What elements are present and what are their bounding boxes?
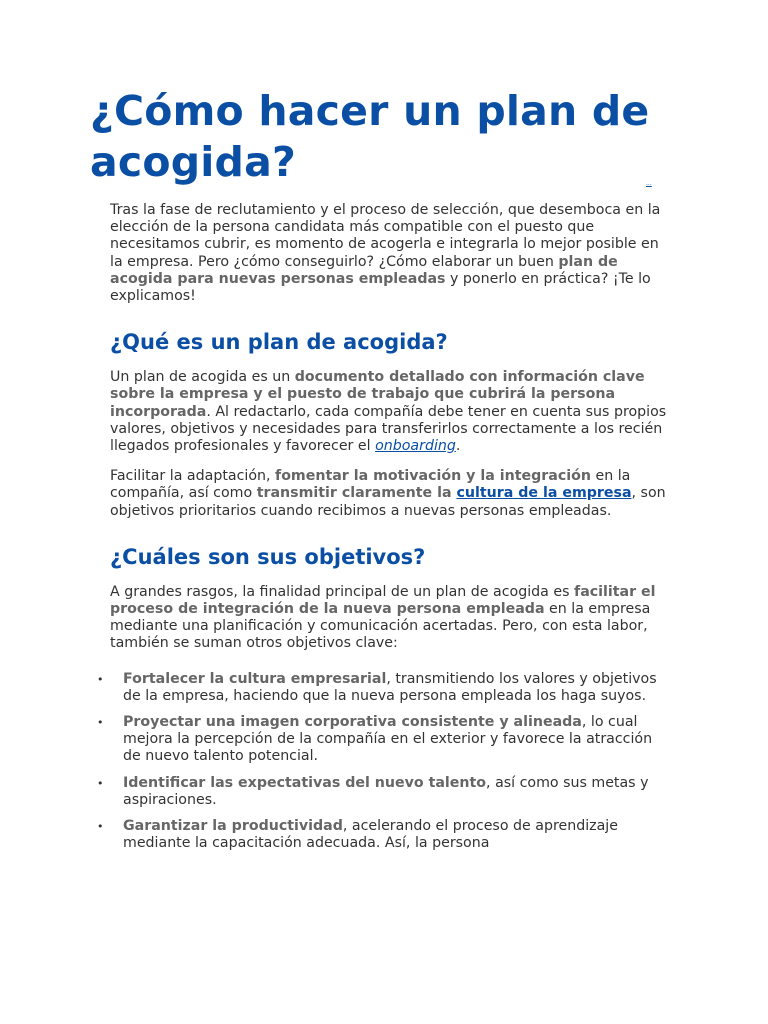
bullet-icon: • — [97, 716, 104, 730]
bullet-icon: • — [97, 672, 104, 686]
onboarding-link[interactable]: onboarding — [375, 438, 456, 455]
bullet-icon: • — [97, 776, 104, 790]
goals-text: Facilitar la adaptación, — [110, 468, 276, 485]
definition-text: Un plan de acogida es un — [110, 369, 295, 386]
goals-text-mid: en la compañía, así como — [110, 468, 631, 502]
list-item-bold: Proyectar una imagen corporativa consistente y alineada — [123, 714, 582, 731]
definition-bold-text: documento detallado con información clave sobre la empresa y el puesto de trabajo que cubrirá la persona incorporada — [110, 369, 645, 420]
article-body — [97, 202, 670, 852]
anchor-link[interactable]: ... — [646, 180, 652, 187]
section-heading-what-is: ¿Qué es un plan de acogida? — [110, 330, 448, 355]
list-item-text: , así como sus metas y aspiraciones. — [123, 774, 649, 808]
objectives-bold-text: facilitar el proceso de integración de la nueva persona empleada — [110, 583, 656, 618]
objectives-text-end: en la empresa mediante una planificación y comunicación acertadas. Pero, con esta labor, también se suman otros objetivos clave: — [110, 601, 651, 652]
list-item — [97, 774, 670, 809]
definition-text-mid: . Al redactarlo, cada compañía debe tener en cuenta sus propios valores, objetivos y necesidades para transferirlos correctamente a los recién llegados profesionales y favorecer el — [110, 403, 667, 455]
intro-paragraph — [110, 202, 670, 305]
bullet-icon: • — [97, 820, 104, 834]
objectives-text: A grandes rasgos, la finalidad principal de un plan de acogida es — [110, 583, 575, 600]
list-item-text: , acelerando el proceso de aprendizaje mediante la capacitación adecuada. Así, la persona — [123, 818, 618, 852]
list-item — [97, 818, 670, 852]
section-heading-objectives: ¿Cuáles son sus objetivos? — [110, 544, 426, 569]
intro-bold-text: plan de acogida para nuevas personas empleadas — [110, 253, 618, 287]
goals-paragraph — [110, 468, 670, 520]
list-item-bold: Identificar las expectativas del nuevo talento — [123, 774, 487, 791]
list-item-text: , transmitiendo los valores y objetivos de la empresa, haciendo que la nueva persona empleada los haga suyos. — [123, 670, 657, 704]
company-culture-link[interactable]: cultura de la empresa — [456, 485, 632, 502]
goals-bold-text: fomentar la motivación y la integración — [275, 468, 591, 485]
definition-paragraph — [110, 369, 670, 455]
list-item-bold: Fortalecer la cultura empresarial — [123, 670, 387, 687]
definition-text-end: . — [455, 438, 461, 455]
page-title: ¿Cómo hacer un plan de acogida? — [90, 87, 650, 186]
goals-bold-text-2: transmitir claramente la — [256, 485, 457, 502]
list-item-text: , lo cual mejora la percepción de la compañía en el exterior y favorece la atracción de nuevo talento potencial. — [123, 714, 653, 765]
goals-text-end: , son objetivos prioritarios cuando recibimos a nuevas personas empleadas. — [110, 485, 666, 519]
objectives-list — [97, 670, 670, 853]
intro-text-end: y ponerlo en práctica? ¡Te lo explicamos! — [110, 270, 651, 305]
list-item — [97, 670, 670, 705]
objectives-paragraph — [110, 584, 670, 653]
intro-text: Tras la fase de reclutamiento y el proceso de selección, que desemboca en la elección de la persona candidata más compatible con el puesto que necesitamos cubrir, es momento de acogerla e integrarla lo mejor posible en la empresa. Pero ¿cómo conseguirlo? ¿Cómo elaborar un buen — [110, 202, 661, 270]
list-item-bold: Garantizar la productividad — [123, 818, 343, 835]
list-item — [97, 714, 670, 766]
